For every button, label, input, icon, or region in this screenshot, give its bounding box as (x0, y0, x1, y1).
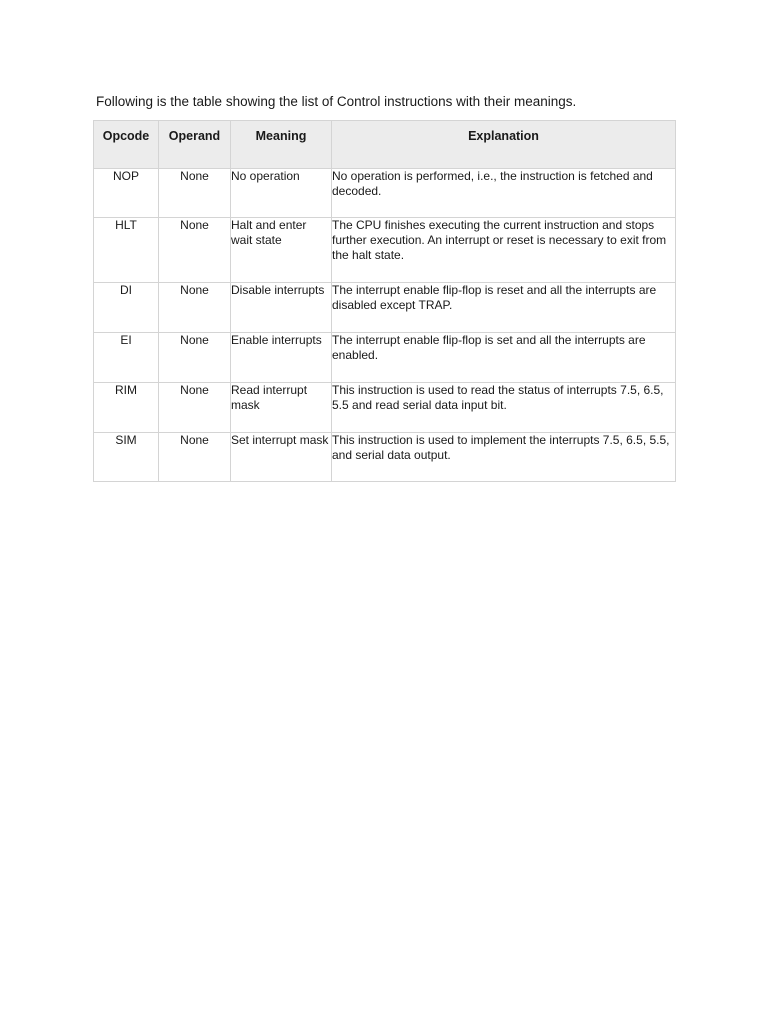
meaning-cell: Enable interrupts (231, 333, 332, 383)
explanation-cell: The interrupt enable flip-flop is set and all the interrupts are enabled. (332, 333, 676, 383)
operand-cell: None (159, 169, 231, 218)
opcode-cell: RIM (94, 383, 159, 433)
opcode-cell: HLT (94, 218, 159, 283)
operand-cell: None (159, 283, 231, 333)
intro-paragraph: Following is the table showing the list of Control instructions with their meanings. (96, 94, 577, 109)
explanation-cell: This instruction is used to read the status of interrupts 7.5, 6.5, 5.5 and read serial data input bit. (332, 383, 676, 433)
table-row (94, 283, 676, 333)
meaning-cell: Read interrupt mask (231, 383, 332, 433)
table-row (94, 169, 676, 218)
opcode-cell: SIM (94, 433, 159, 482)
opcode-cell: DI (94, 283, 159, 333)
explanation-cell: No operation is performed, i.e., the instruction is fetched and decoded. (332, 169, 676, 218)
opcode-cell: NOP (94, 169, 159, 218)
operand-cell: None (159, 433, 231, 482)
operand-cell: None (159, 333, 231, 383)
table-row (94, 218, 676, 283)
meaning-cell: No operation (231, 169, 332, 218)
explanation-cell: This instruction is used to implement the interrupts 7.5, 6.5, 5.5, and serial data output. (332, 433, 676, 482)
meaning-cell: Halt and enter wait state (231, 218, 332, 283)
explanation-cell: The interrupt enable flip-flop is reset and all the interrupts are disabled except TRAP. (332, 283, 676, 333)
table-row (94, 433, 676, 482)
opcode-cell: EI (94, 333, 159, 383)
explanation-cell: The CPU finishes executing the current instruction and stops further execution. An interrupt or reset is necessary to exit from the halt state. (332, 218, 676, 283)
control-instructions-table (93, 120, 676, 482)
table-row (94, 333, 676, 383)
meaning-cell: Set interrupt mask (231, 433, 332, 482)
meaning-cell: Disable interrupts (231, 283, 332, 333)
header-explanation: Explanation (332, 121, 676, 169)
table-header-row (94, 121, 676, 169)
header-meaning: Meaning (231, 121, 332, 169)
header-operand: Operand (159, 121, 231, 169)
operand-cell: None (159, 383, 231, 433)
header-opcode: Opcode (94, 121, 159, 169)
operand-cell: None (159, 218, 231, 283)
table-row (94, 383, 676, 433)
